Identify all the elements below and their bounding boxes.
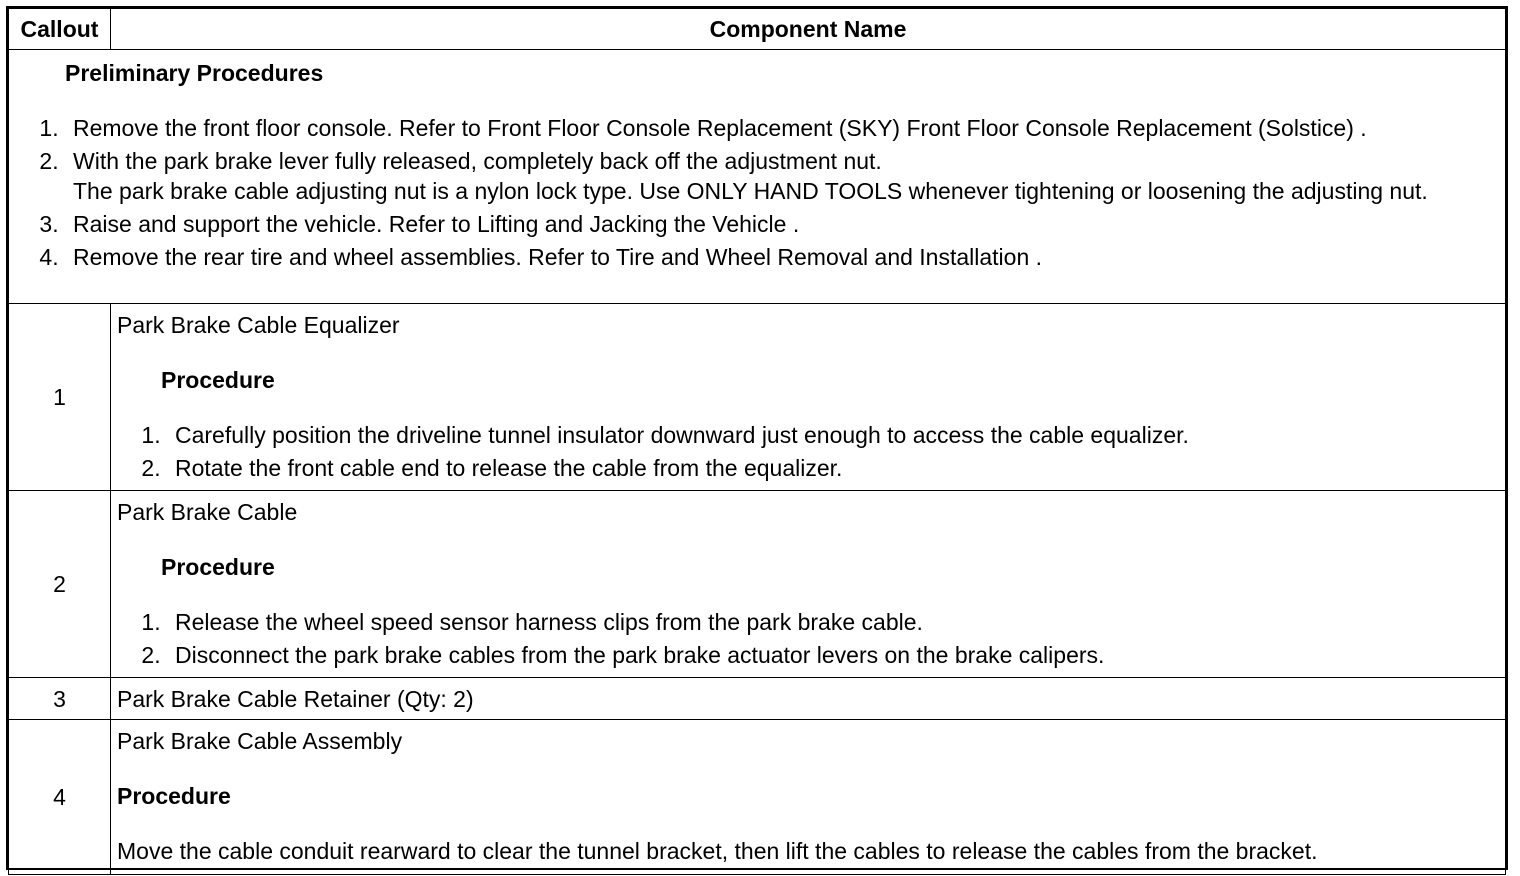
- list-item: [65, 209, 1495, 239]
- preliminary-steps-list: [19, 113, 1495, 272]
- callout-cell: 4: [9, 720, 111, 875]
- list-item: [65, 113, 1495, 143]
- procedure-heading: Procedure: [161, 554, 275, 580]
- list-item: 1. Carefully position the driveline tunnel insulator downward just enough to access the cable equalizer.: [167, 420, 1499, 450]
- step-text: Remove the front floor console. Refer to Front Floor Console Replacement (SKY) Front Floor Console Replacement (Solstice) .: [73, 115, 1367, 141]
- preliminary-heading: Preliminary Procedures: [65, 60, 324, 86]
- spacer: [117, 340, 1499, 365]
- list-item: [65, 146, 1495, 206]
- table-row: [9, 491, 1506, 678]
- component-cell: [111, 491, 1506, 678]
- procedure-heading: Procedure: [117, 783, 231, 809]
- list-item: [65, 242, 1495, 272]
- component-name: Park Brake Cable Assembly: [117, 728, 403, 754]
- procedure-table-frame: [6, 6, 1508, 870]
- table-row: [9, 720, 1506, 875]
- step-text: With the park brake lever fully released, completely back off the adjustment nut.: [73, 148, 882, 174]
- callout-cell: 2: [9, 491, 111, 678]
- table-row: [9, 678, 1506, 720]
- component-name: Park Brake Cable: [117, 499, 298, 525]
- callout-cell: 1: [9, 304, 111, 491]
- preliminary-procedures-cell: [9, 50, 1506, 304]
- component-cell: [111, 304, 1506, 491]
- spacer: [117, 582, 1499, 607]
- list-item: 1. Release the wheel speed sensor harness clips from the park brake cable.: [167, 607, 1499, 637]
- component-name: Park Brake Cable Retainer (Qty: 2): [111, 678, 1506, 720]
- list-item: 2. Disconnect the park brake cables from the park brake actuator levers on the brake calipers.: [167, 640, 1499, 670]
- list-item: 2. Rotate the front cable end to release the cable from the equalizer.: [167, 453, 1499, 483]
- spacer: [117, 811, 1499, 836]
- spacer: [117, 395, 1499, 420]
- step-text: Raise and support the vehicle. Refer to Lifting and Jacking the Vehicle .: [73, 211, 800, 237]
- table-header-row: [9, 9, 1506, 50]
- preliminary-procedures-row: [9, 50, 1506, 304]
- spacer: [117, 527, 1499, 552]
- spacer: [19, 88, 1495, 113]
- header-component-name: Component Name: [111, 9, 1506, 50]
- procedure-steps-list: [123, 607, 1499, 670]
- table-row: [9, 304, 1506, 491]
- step-note: The park brake cable adjusting nut is a nylon lock type. Use ONLY HAND TOOLS whenever tightening or loosening the adjusting nut.: [73, 178, 1428, 204]
- component-name: Park Brake Cable Equalizer: [117, 312, 400, 338]
- callout-cell: 3: [9, 678, 111, 720]
- procedure-steps-list: [123, 420, 1499, 483]
- header-callout: Callout: [9, 9, 111, 50]
- procedure-text: Move the cable conduit rearward to clear the tunnel bracket, then lift the cables to release the cables from the bracket.: [117, 838, 1318, 864]
- component-cell: [111, 720, 1506, 875]
- spacer: [117, 756, 1499, 781]
- step-text: Remove the rear tire and wheel assemblies. Refer to Tire and Wheel Removal and Installation .: [73, 244, 1043, 270]
- procedure-table: [8, 8, 1506, 875]
- procedure-heading: Procedure: [161, 367, 275, 393]
